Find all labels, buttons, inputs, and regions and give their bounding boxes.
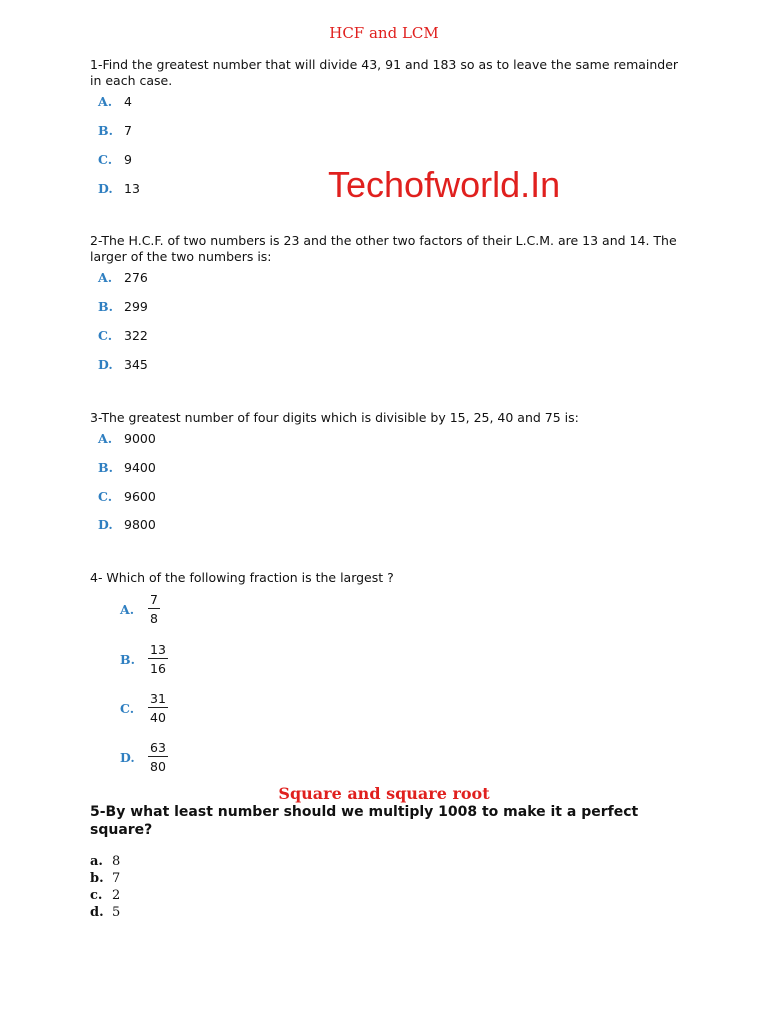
fraction: $\frac{13}{16}$ bbox=[150, 642, 166, 676]
question-2: 2-The H.C.F. of two numbers is 23 and the other two factors of their L.C.M. are 13 and 14. The larger of the two numbers is: bbox=[90, 233, 677, 264]
q5-option-d: d. 5 bbox=[90, 905, 121, 920]
watermark: Techofworld.In bbox=[328, 164, 561, 205]
section-title: Square and square root bbox=[278, 784, 490, 803]
q1-option-d: D. 13 bbox=[98, 181, 140, 196]
q4-option-d: D. $\frac{63}{80}$ bbox=[120, 740, 166, 774]
fraction: $\frac{7}{8}$ bbox=[150, 592, 158, 626]
fraction: $\frac{63}{80}$ bbox=[150, 740, 166, 774]
q3-option-c: C. 9600 bbox=[98, 489, 156, 504]
question-1: 1-Find the greatest number that will divide 43, 91 and 183 so as to leave the same remainder in each case. bbox=[90, 57, 679, 88]
question-3: 3-The greatest number of four digits which is divisible by 15, 25, 40 and 75 is: bbox=[90, 410, 579, 425]
q4-option-a: A. $\frac{7}{8}$ bbox=[120, 592, 158, 626]
q5-option-b: b. 7 bbox=[90, 871, 121, 886]
question-4: 4- Which of the following fraction is the largest ? bbox=[90, 570, 394, 585]
q2-option-a: A. 276 bbox=[98, 270, 148, 285]
q4-option-b: B. $\frac{13}{16}$ bbox=[120, 642, 166, 676]
q3-option-b: B. 9400 bbox=[98, 460, 156, 475]
q1-option-c: C. 9 bbox=[98, 152, 132, 167]
q3-option-a: A. 9000 bbox=[98, 431, 156, 446]
fraction: $\frac{31}{40}$ bbox=[150, 691, 166, 725]
q4-option-c: C. $\frac{31}{40}$ bbox=[120, 691, 166, 725]
q5-option-c: c. 2 bbox=[90, 888, 121, 903]
q1-option-a: A. 4 bbox=[98, 94, 132, 109]
q5-option-a: a. 8 bbox=[90, 854, 121, 869]
q2-option-b: B. 299 bbox=[98, 299, 148, 314]
question-5: 5-By what least number should we multiply 1008 to make it a perfect square? bbox=[90, 804, 639, 838]
page-title: HCF and LCM bbox=[329, 24, 439, 42]
q1-option-b: B. 7 bbox=[98, 123, 132, 138]
q2-option-c: C. 322 bbox=[98, 328, 148, 343]
q3-option-d: D. 9800 bbox=[98, 517, 156, 532]
q2-option-d: D. 345 bbox=[98, 357, 148, 372]
